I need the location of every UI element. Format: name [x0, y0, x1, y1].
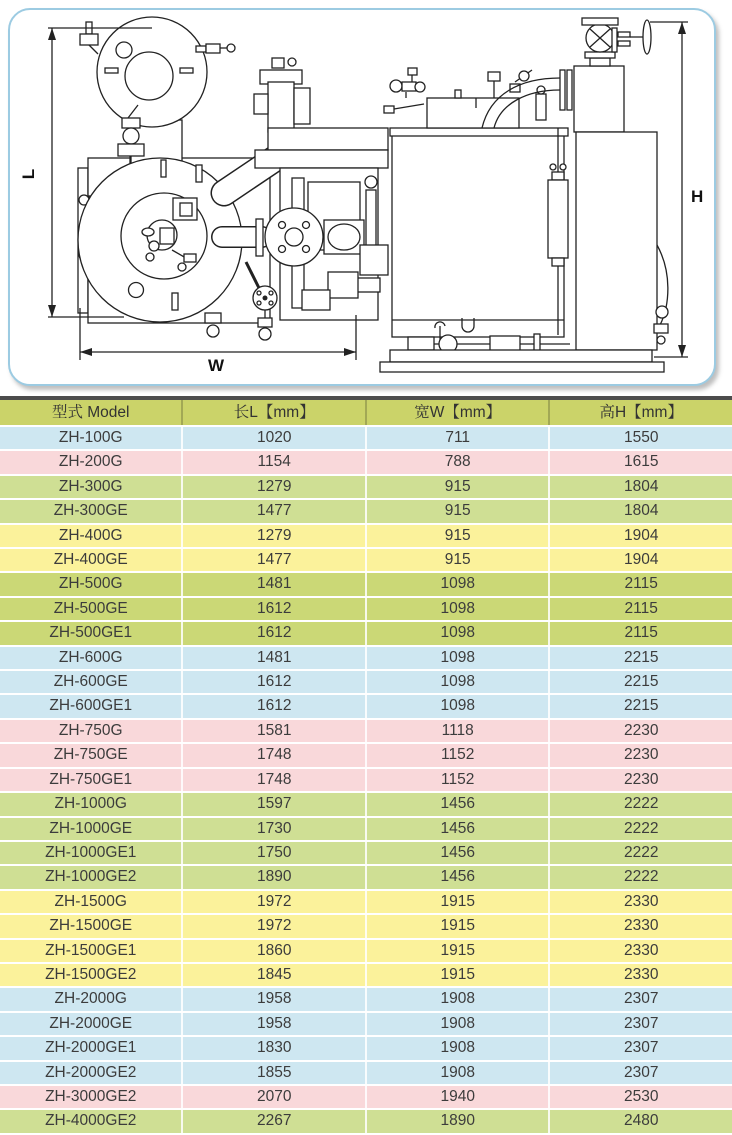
table-row	[0, 940, 732, 962]
boiler-top-view-drawing	[19, 17, 388, 375]
cell-width: 1940	[367, 1086, 550, 1108]
cell-width: 711	[367, 427, 550, 449]
cell-width: 1890	[367, 1110, 550, 1132]
table-header-row	[0, 400, 732, 425]
table-row	[0, 598, 732, 620]
cell-model: ZH-2000GE2	[0, 1062, 183, 1084]
cell-width: 1456	[367, 842, 550, 864]
cell-model: ZH-2000GE	[0, 1013, 183, 1035]
steam-valve	[582, 18, 651, 66]
cell-model: ZH-1500GE	[0, 915, 183, 937]
cell-model: ZH-500G	[0, 573, 183, 595]
cell-length: 1750	[183, 842, 366, 864]
cell-length: 1612	[183, 695, 366, 717]
table-row	[0, 866, 732, 888]
cell-model: ZH-200G	[0, 451, 183, 473]
table-row	[0, 1062, 732, 1084]
cell-width: 915	[367, 500, 550, 522]
cell-model: ZH-400GE	[0, 549, 183, 571]
table-row	[0, 427, 732, 449]
cell-length: 1597	[183, 793, 366, 815]
cell-length: 1972	[183, 891, 366, 913]
table-row	[0, 695, 732, 717]
cell-width: 1152	[367, 744, 550, 766]
cell-model: ZH-400G	[0, 525, 183, 547]
cell-model: ZH-500GE1	[0, 622, 183, 644]
cell-width: 1098	[367, 598, 550, 620]
cell-height: 2115	[624, 575, 658, 593]
cell-model: ZH-2000G	[0, 988, 183, 1010]
cell-length: 1279	[183, 525, 366, 547]
table-row	[0, 500, 732, 522]
cell-width: 915	[367, 525, 550, 547]
col-header-model: 型式 Model	[0, 400, 183, 425]
table-row	[0, 964, 732, 986]
cell-model: ZH-4000GE2	[0, 1110, 183, 1132]
cell-width: 1152	[367, 769, 550, 791]
cell-length: 1748	[183, 769, 366, 791]
cell-length: 1958	[183, 988, 366, 1010]
table-row	[0, 476, 732, 498]
cell-height: 2307	[623, 990, 659, 1008]
dim-l-label: L	[19, 168, 38, 180]
cell-height: 2230	[623, 770, 659, 788]
table-row	[0, 573, 732, 595]
cell-length: 1612	[183, 671, 366, 693]
cell-height: 2330	[623, 941, 659, 959]
cell-width: 1915	[367, 891, 550, 913]
cell-model: ZH-1500G	[0, 891, 183, 913]
cell-width: 1915	[367, 940, 550, 962]
cell-length: 1477	[183, 500, 366, 522]
cell-model: ZH-750G	[0, 720, 183, 742]
cell-height: 2222	[623, 868, 659, 886]
cell-length: 1481	[183, 573, 366, 595]
cell-height: 1804	[623, 477, 659, 495]
cell-model: ZH-750GE1	[0, 769, 183, 791]
cell-height: 2222	[623, 819, 659, 837]
cell-width: 1098	[367, 695, 550, 717]
table-row	[0, 647, 732, 669]
cell-height: 2530	[623, 1087, 659, 1105]
cell-length: 1855	[183, 1062, 366, 1084]
cell-height: 2230	[623, 746, 659, 764]
cell-model: ZH-600G	[0, 647, 183, 669]
cell-length: 1860	[183, 940, 366, 962]
cell-model: ZH-500GE	[0, 598, 183, 620]
cell-height: 2222	[623, 795, 659, 813]
cell-width: 1908	[367, 988, 550, 1010]
cell-width: 1456	[367, 866, 550, 888]
table-row	[0, 744, 732, 766]
cell-length: 1477	[183, 549, 366, 571]
table-row	[0, 1086, 732, 1108]
cell-length: 1972	[183, 915, 366, 937]
cell-width: 1908	[367, 1062, 550, 1084]
cell-model: ZH-100G	[0, 427, 183, 449]
cell-height: 2480	[623, 1112, 659, 1130]
cell-height: 2330	[623, 917, 659, 935]
cell-height: 2307	[623, 1039, 659, 1057]
cell-width: 1098	[367, 671, 550, 693]
cell-width: 1118	[367, 720, 550, 742]
cell-length: 1830	[183, 1037, 366, 1059]
table-body	[0, 427, 732, 1133]
cell-height: 2222	[623, 843, 659, 861]
cell-length: 1730	[183, 818, 366, 840]
cell-length: 1154	[183, 451, 366, 473]
cell-length: 1748	[183, 744, 366, 766]
table-row	[0, 671, 732, 693]
dim-w-label: W	[207, 356, 225, 375]
cell-height: 2215	[623, 697, 659, 715]
cell-height: 2307	[623, 1063, 659, 1081]
cell-model: ZH-1000G	[0, 793, 183, 815]
cell-length: 1020	[183, 427, 366, 449]
boiler-drawing-panel	[8, 8, 716, 386]
table-row	[0, 915, 732, 937]
cell-width: 1098	[367, 647, 550, 669]
cell-height: 2215	[623, 648, 659, 666]
safety-valve-fittings	[384, 68, 425, 113]
cell-height: 1904	[623, 551, 659, 569]
table-row	[0, 1037, 732, 1059]
cell-length: 1845	[183, 964, 366, 986]
cell-length: 1890	[183, 866, 366, 888]
cell-length: 1958	[183, 1013, 366, 1035]
cell-model: ZH-300G	[0, 476, 183, 498]
cell-width: 1456	[367, 793, 550, 815]
col-header-length: 长L【mm】	[183, 400, 366, 425]
cell-model: ZH-1500GE2	[0, 964, 183, 986]
cell-height: 2330	[623, 892, 659, 910]
cell-model: ZH-2000GE1	[0, 1037, 183, 1059]
cell-height: 2115	[624, 624, 658, 642]
cell-model: ZH-1000GE2	[0, 866, 183, 888]
table-row	[0, 988, 732, 1010]
spec-table-section	[0, 396, 732, 1135]
table-row	[0, 720, 732, 742]
boiler-drawings	[10, 10, 714, 384]
cell-length: 1481	[183, 647, 366, 669]
cell-height: 2307	[623, 1014, 659, 1032]
col-header-width: 宽W【mm】	[367, 400, 550, 425]
cell-length: 1581	[183, 720, 366, 742]
spec-table	[0, 398, 732, 1135]
cell-width: 1098	[367, 622, 550, 644]
table-row	[0, 622, 732, 644]
cell-length: 1612	[183, 598, 366, 620]
cell-width: 1915	[367, 915, 550, 937]
cell-model: ZH-1500GE1	[0, 940, 183, 962]
cell-length: 1279	[183, 476, 366, 498]
table-row	[0, 1013, 732, 1035]
cell-model: ZH-3000GE2	[0, 1086, 183, 1108]
cell-width: 915	[367, 549, 550, 571]
col-header-height: 高H【mm】	[599, 404, 683, 421]
table-row	[0, 549, 732, 571]
cell-length: 1612	[183, 622, 366, 644]
cell-height: 1550	[623, 429, 659, 446]
cell-width: 915	[367, 476, 550, 498]
cell-model: ZH-1000GE	[0, 818, 183, 840]
table-row	[0, 818, 732, 840]
cell-model: ZH-600GE1	[0, 695, 183, 717]
cell-width: 1908	[367, 1037, 550, 1059]
cell-height: 2115	[624, 599, 658, 617]
table-row	[0, 769, 732, 791]
cell-model: ZH-600GE	[0, 671, 183, 693]
cell-width: 1915	[367, 964, 550, 986]
cell-length: 2267	[183, 1110, 366, 1132]
cell-width: 1098	[367, 573, 550, 595]
boiler-side-view-drawing	[380, 18, 703, 372]
cell-model: ZH-300GE	[0, 500, 183, 522]
cell-model: ZH-1000GE1	[0, 842, 183, 864]
cell-length: 2070	[183, 1086, 366, 1108]
table-row	[0, 891, 732, 913]
table-row	[0, 793, 732, 815]
cell-model: ZH-750GE	[0, 744, 183, 766]
table-row	[0, 1110, 732, 1132]
cell-width: 1908	[367, 1013, 550, 1035]
table-row	[0, 525, 732, 547]
cell-height: 2215	[623, 673, 659, 691]
cell-height: 2230	[623, 721, 659, 739]
cell-height: 1615	[623, 453, 659, 471]
cell-height: 2330	[623, 965, 659, 983]
cell-width: 1456	[367, 818, 550, 840]
cell-height: 1804	[623, 502, 659, 520]
cell-height: 1904	[623, 526, 659, 544]
dim-h-label: H	[691, 187, 704, 206]
cell-width: 788	[367, 451, 550, 473]
table-row	[0, 842, 732, 864]
table-row	[0, 451, 732, 473]
